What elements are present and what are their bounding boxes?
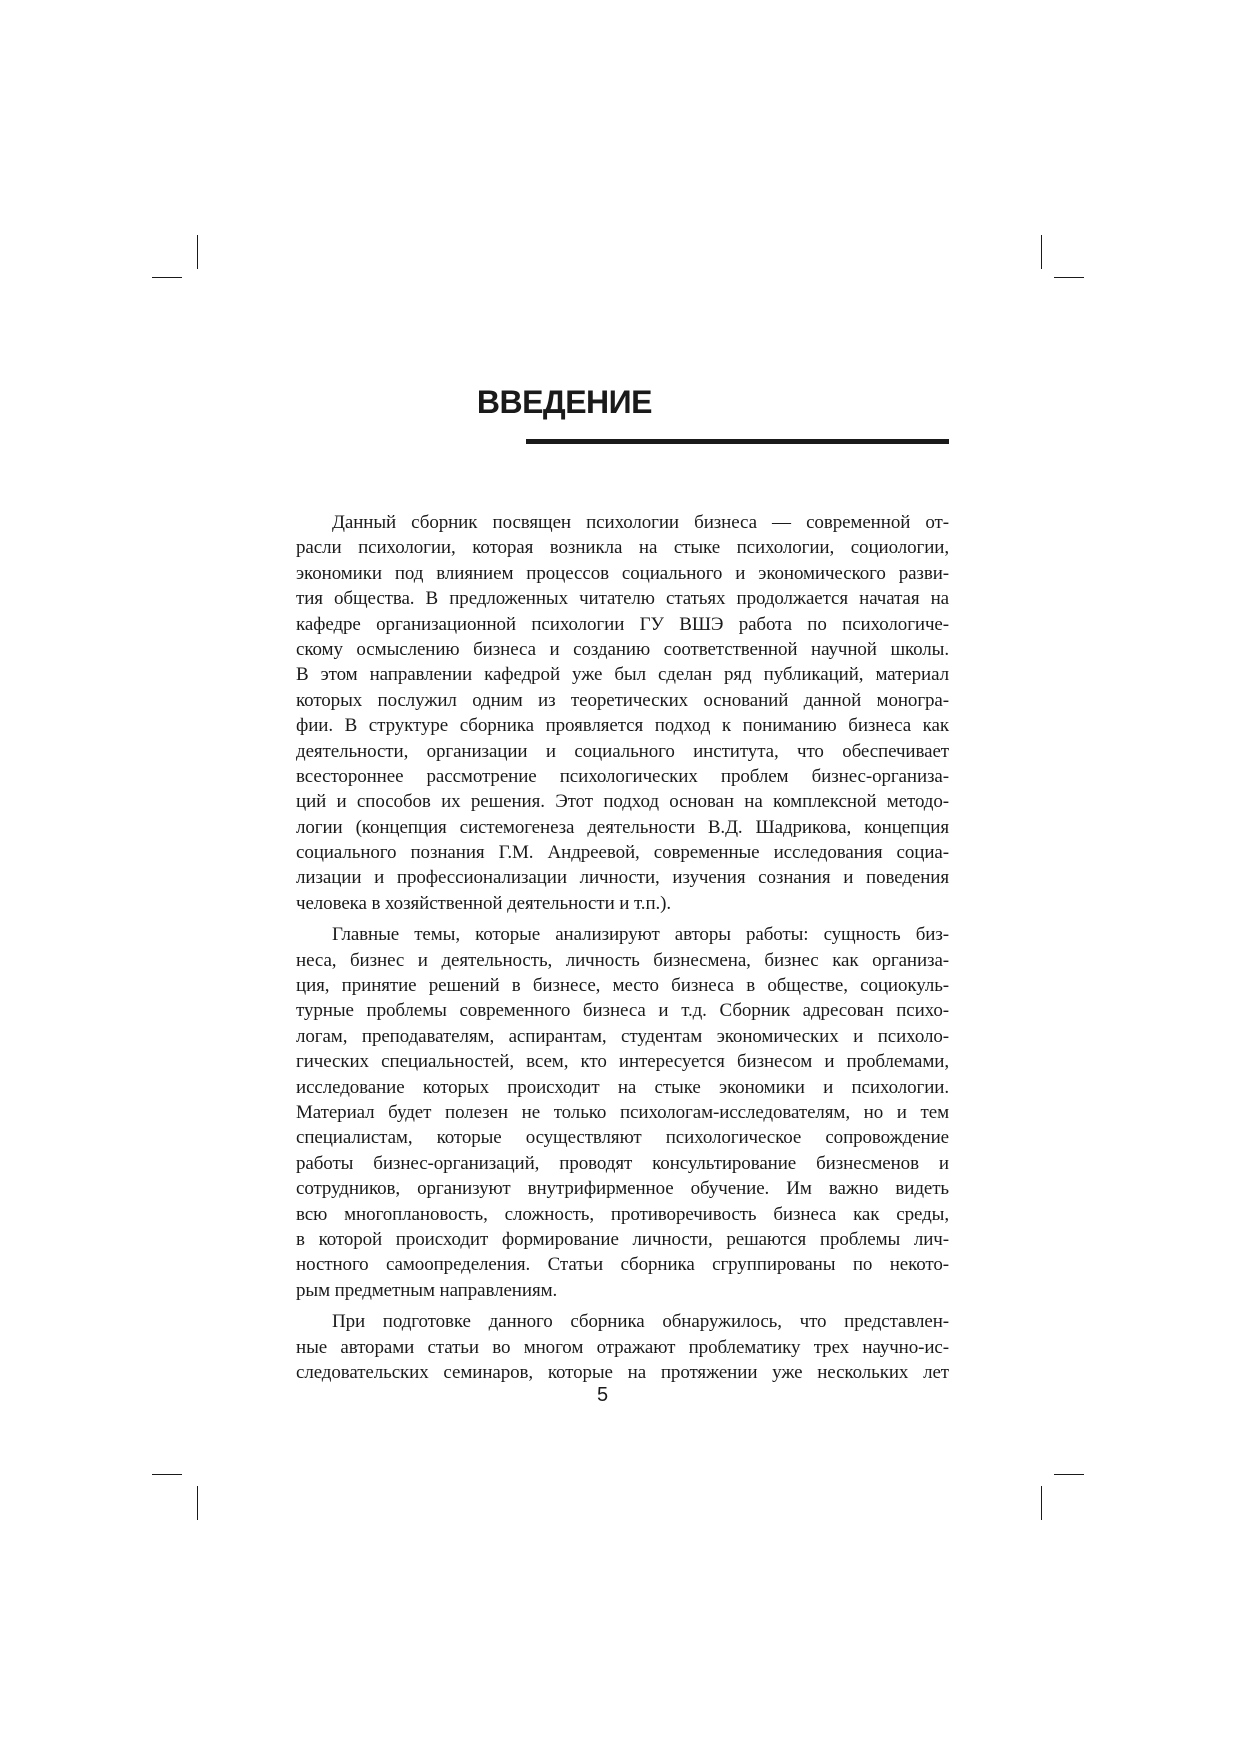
text-line: турные проблемы современного бизнеса и т.д. Сборник адресован психо- <box>296 1000 949 1022</box>
text-line: логам, преподавателям, аспирантам, студентам экономических и психоло- <box>296 1025 949 1047</box>
text-line: работы бизнес-организаций, проводят консультирование бизнесменов и <box>296 1152 949 1174</box>
text-line: Главные темы, которые анализируют авторы работы: сущность биз- <box>332 924 949 946</box>
body-text <box>296 510 949 1385</box>
paragraph <box>296 922 949 1303</box>
page-number: 5 <box>596 1384 609 1406</box>
text-line: специалистам, которые осуществляют психологическое сопровождение <box>296 1127 949 1149</box>
text-line: кафедре организационной психологии ГУ ВШЭ работа по психологиче- <box>296 613 949 635</box>
text-line: расли психологии, которая возникла на стыке психологии, социологии, <box>296 537 949 559</box>
text-line: деятельности, организации и социального института, что обеспечивает <box>296 740 949 762</box>
text-line: которых послужил одним из теоретических оснований данной моногра- <box>296 689 949 711</box>
text-line: Материал будет полезен не только психологам-исследователям, но и тем <box>296 1101 949 1123</box>
text-line: ций и способов их решения. Этот подход основан на комплексной методо- <box>296 791 949 813</box>
text-line: гических специальностей, всем, кто интересуется бизнесом и проблемами, <box>296 1051 949 1073</box>
text-line: ция, принятие решений в бизнесе, место бизнеса в обществе, социокуль- <box>296 975 949 997</box>
paragraph <box>296 510 949 916</box>
text-line: сотрудников, организуют внутрифирменное обучение. Им важно видеть <box>296 1178 949 1200</box>
text-line: неса, бизнес и деятельность, личность бизнесмена, бизнес как организа- <box>296 949 949 971</box>
crop-mark-top-right-h <box>1054 277 1084 278</box>
crop-mark-bottom-right-h <box>1054 1474 1084 1475</box>
text-line: человека в хозяйственной деятельности и т.п.). <box>296 892 672 914</box>
crop-mark-bottom-left-v <box>197 1486 198 1520</box>
text-line: исследование которых происходит на стыке экономики и психологии. <box>296 1076 949 1098</box>
text-line: ностного самоопределения. Статьи сборника сгруппированы по некото- <box>296 1254 949 1276</box>
title-underline <box>526 439 949 444</box>
crop-mark-top-right-v <box>1041 235 1042 269</box>
text-line: социального познания Г.М. Андреевой, современные исследования социа- <box>296 842 949 864</box>
text-line: При подготовке данного сборника обнаружилось, что представлен- <box>332 1311 949 1333</box>
crop-mark-top-left-h <box>152 277 182 278</box>
text-line: ные авторами статьи во многом отражают проблематику трех научно-ис- <box>296 1336 949 1358</box>
text-line: всю многоплановость, сложность, противоречивость бизнеса как среды, <box>296 1203 949 1225</box>
text-line: всестороннее рассмотрение психологических проблем бизнес-организа- <box>296 765 949 787</box>
text-line: тия общества. В предложенных читателю статьях продолжается начатая на <box>296 588 949 610</box>
text-line: логии (концепция системогенеза деятельности В.Д. Шадрикова, концепция <box>296 816 949 838</box>
text-line: рым предметным направлениям. <box>296 1279 558 1301</box>
paragraph <box>296 1309 949 1385</box>
text-line: лизации и профессионализации личности, изучения сознания и поведения <box>296 867 949 889</box>
text-line: экономики под влиянием процессов социального и экономического разви- <box>296 562 949 584</box>
text-line: следовательских семинаров, которые на протяжении уже нескольких лет <box>296 1361 949 1383</box>
text-line: В этом направлении кафедрой уже был сделан ряд публикаций, материал <box>296 664 949 686</box>
crop-mark-bottom-right-v <box>1041 1486 1042 1520</box>
page-title: ВВЕДЕНИЕ <box>476 384 652 420</box>
crop-mark-top-left-v <box>197 235 198 269</box>
text-line: в которой происходит формирование личности, решаются проблемы лич- <box>296 1228 949 1250</box>
crop-mark-bottom-left-h <box>152 1474 182 1475</box>
text-line: фии. В структуре сборника проявляется подход к пониманию бизнеса как <box>296 715 949 737</box>
text-line: Данный сборник посвящен психологии бизнеса — современной от- <box>332 512 949 533</box>
text-line: скому осмыслению бизнеса и созданию соответственной научной школы. <box>296 638 949 660</box>
